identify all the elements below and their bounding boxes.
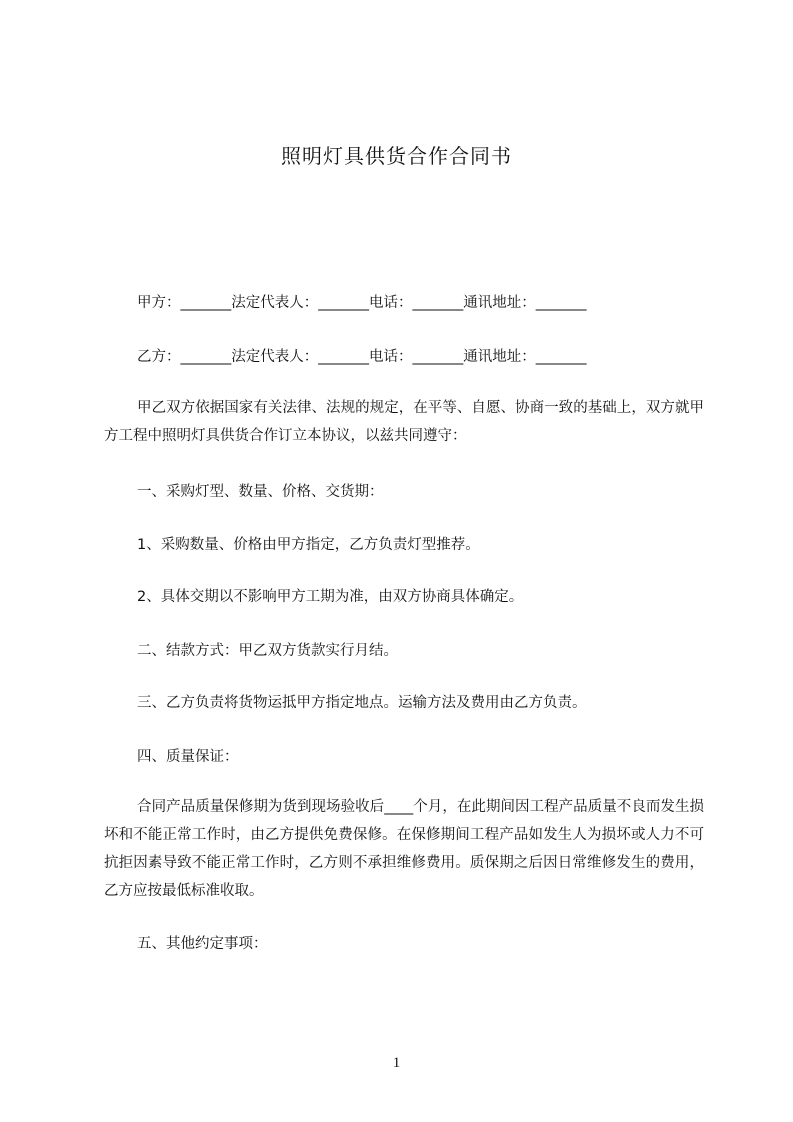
warranty-text: 合同产品质量保修期为货到现场验收后____个月，在此期间因工程产品质量不良而发生损坏和不能正常工作时，由乙方提供免费保修。在保修期间工程产品如发生人为损坏或人力不可抗拒因素导致不能正常工作时，乙方则不承担维修费用。质保期之后因日常维修发生的费用，乙方应按最低标准收取。 (104, 799, 704, 899)
section-2-payment: 二、结款方式：甲乙双方货款实行月结。 (137, 643, 398, 659)
section-1-item-2: 2、具体交期以不影响甲方工期为准，由双方协商具体确定。 (137, 589, 524, 605)
section-1-heading: 一、采购灯型、数量、价格、交货期： (137, 484, 384, 500)
section-3-delivery: 三、乙方负责将货物运抵甲方指定地点。运输方法及费用由乙方负责。 (137, 695, 587, 711)
document-title: 照明灯具供货合作合同书 (281, 144, 512, 168)
section-5-heading: 五、其他约定事项： (137, 936, 268, 952)
party-b-line: 乙方：_______法定代表人：_______电话：_______通讯地址：_______ (137, 349, 587, 365)
warranty-paragraph (104, 793, 704, 905)
preamble-paragraph (104, 394, 704, 450)
section-4-heading: 四、质量保证： (137, 749, 239, 765)
section-1-item-1: 1、采购数量、价格由甲方指定，乙方负责灯型推荐。 (137, 537, 480, 553)
party-a-line: 甲方：_______法定代表人：_______电话：_______通讯地址：_______ (137, 295, 587, 311)
preamble-text: 甲乙双方依据国家有关法律、法规的规定，在平等、自愿、协商一致的基础上，双方就甲方工程中照明灯具供货合作订立本协议，以兹共同遵守： (104, 400, 704, 444)
page-number: 1 (392, 1055, 401, 1071)
